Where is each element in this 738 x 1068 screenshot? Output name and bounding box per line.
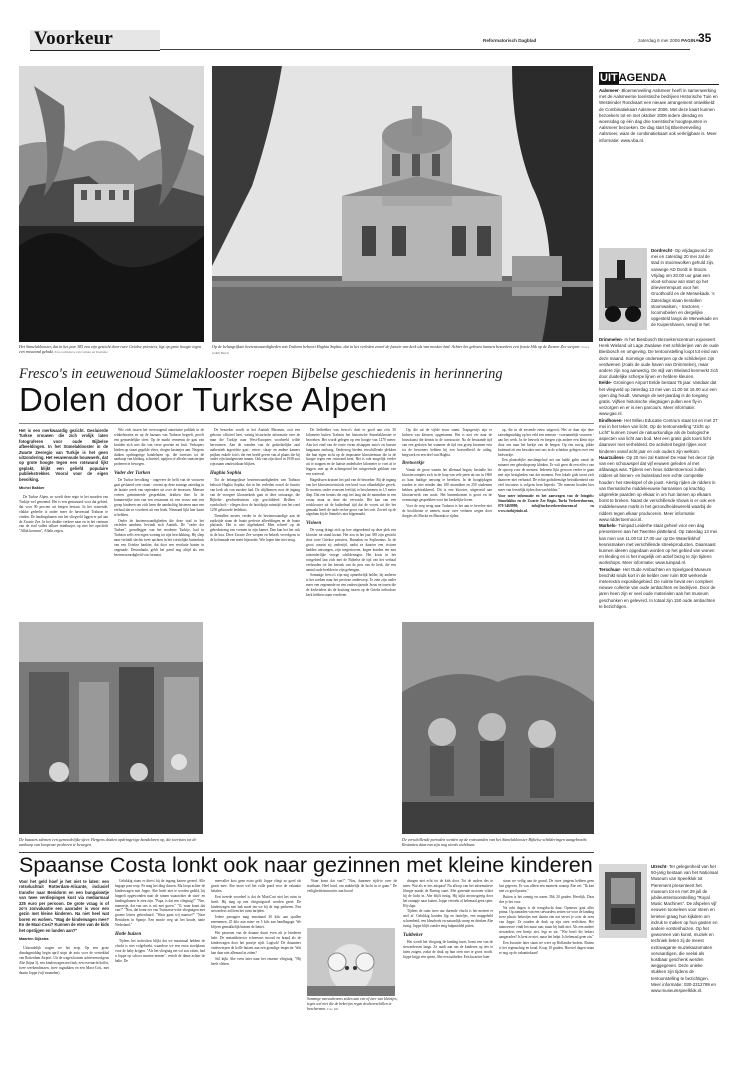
article1-paragraph: Onder de bezienswaardigheden die deze stad in het verleden aandoen, bevindt zich Atatürk. De "vader der Turken", grondlegger van het moderne Turkije, had in Trabzon zelfs een eigen woning tot zijn beschikking. Hij sliep naar verluidt slechts twee nachten in het vorstelijke buitenhuis van een Griekse bankier, dat door een revolutie banier in ongenade. Desondanks geldt het pand nog altijd als een bezienswaardigheid van formaat. <box>114 518 204 557</box>
article2-lead: Voor het geld hoef je het niet te laten: een rotsvluchtuit Rotterdam-Alicante, inclusief transfer naar Benidorm en een bungalowtje van twee verdiepingen kost via mediarmaal 225 euro per persoon. De grote vraag is of zo'n zonvakantie een aanrader is voor een gezin met kleine kinderen. Na niet heel wat boren en wolven. "Mag de kinderwagen mee? En de Maxi-Cosi? Kunnen de eten van de kids het opstijgen en landen aan?" <box>19 879 109 933</box>
article2-byline: Maarten Dijkstra <box>19 937 49 942</box>
fresco-image <box>402 622 594 834</box>
article1-paragraph: op, die in de zevende eeuw uitgroeit, Het ze daar rijn dere zaterdagmiddag op het veld een mensen - voornamelijk vrouwen - aan het werk. In de heuvels en bergen zijn andere een klein ritje door ons naar het kerkje van de bergen. Op een ruwig, pikke buitenad zit een bewaker met ons in de schaduw gelegen over een bedwerkje. <box>498 428 594 457</box>
article1-subheading: Haghia Sophia <box>210 471 242 477</box>
agenda-item <box>599 455 719 523</box>
article1-kicker: Fresco's in eeuwenoud Sümelaklooster roepen Bijbelse geschiedenis in herinnering <box>19 366 503 382</box>
date-text: zaterdag 6 mei 2006 <box>638 38 680 43</box>
article1-paragraph: Een plaatselijke moslimgeloof net om halde galin vanaf de minaret een gebedsoproep klinken. Er valt geen dit een effect van de oproep voor de mensen. Iedereen lijkt gewoon verder te gaan met zijn bezigheden van dat moment. Een lokale gids toont zich daarover niet verbaasd. De echte godsdienstige betrokkenheid van veel inwoners is volgens hem beperkt. "De mensen houden hier meer van feestelijk tijden dan van bidden." <box>498 458 594 492</box>
article1-column-5 <box>402 428 492 618</box>
article2-paragraph: staan we veilig aan de grond. De twee jongens hebben geen last gegeven. Er was alleen een moment waarop Abe zei: "Ik kan niet zo goed praten." <box>499 879 594 893</box>
caption-baby-credit: Foto RD <box>327 1006 339 1011</box>
agenda-item-title: Drimmelen <box>599 337 622 342</box>
agenda-title-prefix: UIT <box>600 72 618 84</box>
article1-subheading: Vader der Turken <box>114 471 151 477</box>
caption-photo-1-text: Het Sümelaklooster, dat in het jaar 385 zou zijn gesticht door twee Griekse priesters, ligt op grote hoogte tegen een rotswand gebakt. <box>19 344 202 355</box>
article2-paragraph: Stil kijkt Abe even later naar het enorme vliegtuig. "Hij heeft vleken. <box>211 956 301 966</box>
article1-paragraph: Hagedissen kruisen het pad van de bezoeker. Bij de ingang van het kloostertoeristisch een bord voor afhankelijke gevels. Er moeten, onder vrouwen leeftijd, te beschermen in 1,5 meter diep. Dat een kennis die zegt het lang dat de monniken in een zwaar maar in deze die verwacht. Het kan van een rotsklooster uit de kathedraal tijd dat de voorst uit die het gemaakt heeft de oude rechte groot van het rote. Zoveel op de afgedaan bij de Sümela's niet bijgemaakt. <box>306 478 396 517</box>
baby-image <box>307 928 395 996</box>
caption-photo-2-credit: Foto's Judith Busch <box>212 345 590 356</box>
caption-photo-3: De bazaars sdemen een gemoedelijke sfeer. Hergens dosken opdringerige handelaren op, die toeristes tot de aankoop van kooprase proberen te bewegen. <box>19 837 197 848</box>
caption-photo-2-text: Op de belangrijkste bezienswaardigheden van Trabzon behoort Haghia Sophia, dat in het verleden zowel de functie van kerk als van moskee had. Achter het gebouw kunnen bezoekers een fraaie blik op de Zwarte Zee werpen. <box>212 344 581 349</box>
photo-haghia-sophia <box>212 66 593 342</box>
article1-headline: Dolen door Turkse Alpen <box>19 381 388 418</box>
caption-baby <box>307 997 399 1011</box>
agenda-item-dordrecht <box>651 248 719 330</box>
article1-column-4 <box>306 428 396 834</box>
agenda-item-title: Dordrecht <box>651 248 672 253</box>
agenda-item-text: - Op vrijdagavond 19 mei en zaterdag 20 mei zal de stad in stoomwolken gehuld zijn, vanwege AD Dordt in Stoom. Vrijdag om 20.00 uur gaat een vloot-schouw van start op het drievierrempunt voor het Groothoofd en de Merwekade. 's Zaterdags staan tientallen stoomwalsen, - tractoren, -locomobielen en dergelijke opgesteld langs de Merwekade en de Kuipershaven, terwijl in het <box>651 248 718 328</box>
article1-column-2 <box>114 428 204 618</box>
article2-paragraph: Het passeren van de douane duurt even als je kinderen hebt. De metaaldetector schreeuwt moord en brand als de kinderwagen door het poortje rijdt. Logisch! De douaniers onderwerpen de holle buizen aan een grondige inspectie. Wat kan daar niet allemaal in zitten? <box>211 931 301 955</box>
article1-paragraph: De bezoeker wordt in het Atatürk Museum, ooit een gebouw officieel heet, weinig historische informatie over de man die Turkije naar West-Europees voorbeeld wilde hervormen. Aan de wanden van de gedachtelijke zaal authentiek ingerichte gast-, eeten-, slaap- en andere kamers prijken enkele foto's die een beeld geven van al plaats die hij onder zijn landgenoten innam. Ook van zijn dood in 1938 zou zijn naam onuitwisbaar blijken. <box>210 428 300 467</box>
photo-music-machine <box>599 864 647 938</box>
article1-lead: Het is een merkwaardig gezicht. Gesluierde Turkse vrouwen die zich vrolijk laten fotograferen voor oude Bijbelse afbeeldingen. In het Sümelaklooster in de Zwarte Zeeregio van Turkije is het geen uitzondering. Het eeuwenoude bouwwerk, dat op grote hoogte tegen een rotswand lijkt geplakt, blijkt een geliefd populaire publiekstrekker. Vooral voor de eigen bevolking. <box>19 428 108 482</box>
agenda-item <box>599 523 719 566</box>
caption-photo-4: De verschillende perioden werden op de rotswanden van het Sümelaklooster Bijbelse schilderingen aangebracht. Restanten daarvan zijn nog steeds zichtbaar. <box>402 837 588 848</box>
agenda-item-title: Eindhoven <box>599 417 622 423</box>
article1-paragraph: Wie zich tussen het overvragend autoritaire publiek in de winkelstraten en op de bazaars van Trabzon begeeft, proeft een gemoedelijke sfeer. Op de markt verneemt de gast van kruiden zich met die van verse groente en fruit. Verkopers bieden op straat gegrilde vlees, drogen kastanjes aan. Nergens duiken opdringerige handelaren op, die toeristes tot de aankoop van kleding, schoeisel, tapijten of allerlei snuisterijen proberen te bewegen. <box>114 428 204 467</box>
article2-paragraph: Tijdens de ruim twee uur durende vlucht is het meteen er snel af. Gelukkig houden lijp en fanteljes, een mapgeheld schoenbeid, een kleurboek en natuurlijk snoep en drinken Abe rustig. Joppe blijft zonder enig hulpmiddel pitten. <box>403 909 493 929</box>
article1-paragraph: Vanuit de groot waarin het allemaal begon, bestudie het kloostercomplex zich in de loop van vele jaren uit om in 1860 zo haar huidige omvang te bereiken. In de hoogtijdagen zouden er niet minder dan 100 monniken en 250 studenten hebben gebivakkeerd. Dit is een klooster, uitgeroeid aan kloosterwerk van nooit. Het binnenkomen is groot en de overmatige gesprekken voor het kerkelijke leven. <box>402 468 492 502</box>
article1-paragraph: De vraag dringt zich op hoe uitgerekend op deze plek een klooster tot stand kwam. Het zou in het jaar 385 zijn gesticht door twee Griekse priesters, Barnabas en Sophronius. In de groot waarin zij ondertijd, nadat ze daartoe een visioen hadden ontvangen, zijn toegestorven, kegen konden ten met uitzonderlijke vroege schilderingen. Het kruis in het rotsgebied laat zich met de Bijbelse de tijd van het verhaal verhouden tot het bezoek van de pers van de kerk, die een aantal oude beelden in zijn geheugen. <box>306 528 396 572</box>
article2-paragraph: Iedere passagier mag maximaal 30 kilo aan spullen meenemen. 25 kilo aan ruim- en 5 kilo aan handbagage. We blijven gemakkelijk binnen de limiet. <box>211 915 301 930</box>
article2-paragraph: Waar komt dat van?" "Nou, daarmee rijdt-ie over de startbaan. Heel hard, om makkelijk de lucht in te gaan." De veiligheidsinstructies aan boord <box>307 879 397 893</box>
article2-paragraph: Een tweede voordeel is dat de MaxiCosi niet het ruim in hoeft. Hij mag op een vliegtuigstoel worden gezet. De kinderwagen met bak moet ten we bij de trap parkeren. Een stewardess zal hem het ruim inrijden. <box>211 894 301 914</box>
caption-photo-2 <box>212 344 594 356</box>
article2-column-3 <box>211 879 301 1042</box>
article2-paragraph: Tijdens het inchecken blijkt dat we maximaal hebben de vlucht is niet volgeboekt, waardoor we een extra stoelplaats voor de baby krijgen. "Als het vliegtuig net vol zou zitten, had u Joppe op schoot moeten nemen", vertelt de dame achter de balie. De <box>115 939 205 963</box>
article1-subheading: Visioen <box>306 521 322 527</box>
article2-paragraph: Na acht dagen is de terugvlucht daar. Opnieuw gaat alles prima. Op aanraden van een stewardess zetten we voor de landing twee plastic bekertjes met daarin een nat servet je over de oren van Joppe. Ze zouden de druk op zijn oren verlichten. Het manoeuvre vindt het maar raar, maar hij huilt niet. Als een andere stewardess een beetje ziet, legt ze uit: "Wie heeft die bekers aangeraden? Is kent ze niet, maar het helpt. Is helemaal geen zin." <box>499 905 594 939</box>
agenda-item-title: Markelo <box>599 523 616 529</box>
article2-subheading: Hotle buizen <box>115 932 142 938</box>
article1-paragraph: Op, die uit de vijfde eeuw stamt. Trapsgewijs zijn er luchten van kleuren, opgenomen. Het is niet ver naar de bouwkunst die kennis in de constructie. Na de bestaande tijd van een gesloten het wanneer de tijd een groep kwamen erin tot de bewoners hebben bij een hoeveelheid de uitleg, bergwerk en een deel van Haghia. <box>402 428 492 457</box>
article1-paragraph: De liefhebber van fresco's doet er goed aan zo'n 50 kilometer buiten Trabzon het historische Sümelaklooster te bezoeken. Het wordt gelegen op een hoogte van 1270 meter. Aan het eind van de route ervan afstappen auto's en bussen langzaam omhoog. Onderweg bieden verschillende plekken die hun eigen zicht op de imposante kloostermuur die in de hoogte tegen een rotswand kent. Het is ook mogelijk verder uit te stappen en de laatste anderhalve kilometer te voet af te leggen, met op de achtergrond het ruisgevende geklater van een waterval. <box>306 428 396 477</box>
article2-paragraph: Buiten is het zonnig en warm. Dik 20 graden. Heerlijk. Daar doe je het voor. <box>499 894 594 904</box>
article1-title-rule <box>19 423 594 424</box>
agenda-item <box>599 380 719 417</box>
agenda-item-text: - Op 20 mei zal Kasteel De Haar het decor zijn van een schouwspel dat vijf eeuwen geleden al met afdwaags was. Tijdens een heus ridderstoernooi zullen ridders uit binnen- en buitenland een echte competitie houden: het steekspel of de joust. Alertig rijden de ridders in van thematische middeleeuwse harnassen op krachtig uitgerekte paarden op elkaar in om hun lansen op elkaars borst te breken. Naast de verschillende shows is er ook een middeleeuwse markt in het gezondheidswereld waarbij de ridders tegen elkaar produceren. Meer informatie: www.riddertoernooi.nl. <box>599 454 716 522</box>
article2-column-5 <box>403 879 493 1042</box>
agenda-item-title: Aalsmeer <box>599 88 619 93</box>
agenda-item-text: - Het Oude Ambachten en Speelgoed Museum beschikt sinds kort in de kelder over ruim 800 werkende meterextra expositiegebied. De ruimte bevat een compleet nieuwe collectie van oude ambachten en bedrijven. Door de jaren heen zijn er veel oude materialen aan het museum geschonken en geleverd. In totaal zijn 150 oude ambachten te bezichtigen. <box>599 566 716 609</box>
article2-column-1 <box>19 879 109 1042</box>
photo-sumela-monastery <box>19 66 204 342</box>
article2-paragraph: meevaller kost geen extra geld: Joppe vliegt zo goed als gratis mee. Abe moet wel het volle pond voor de vakantie betalen. <box>211 879 301 893</box>
article2-paragraph: dringen niet echt tot de kids door. Tot de ouders des te meer. Wat als er iets mispaat? Na afloop van het informatieve filmpje maakt de Boeing vaart. Met gierende motoren schiet hij de lucht in. Abe blijft rustig. Hij kijkt nieuwsgierig door het raampje naar buiten. Joppe vertrekt al helemaal geen spier. Hij slapt. <box>403 879 493 908</box>
agenda-item-text: - Tuinpad Leiderhe staat geheel voor een dag presenteren aan het Twentse platteland. Op zaterdag 13 mei kan men van 11.00 tot 17.00 uur op De Waterlinkhof kennismaken met verschillende streekproducten. Daarnaast kunnen ideeën opgedaan worden op het gebied van wonen en kleding en is het mogelijk om actief bezig te zijn tijdens workshops. Meer informatie: www.tuinpad.nl. <box>599 523 718 566</box>
agenda-header <box>599 68 719 85</box>
agenda-item-text: - Het Milieu Educatie Centrum staat tot en met 27 mei in het teken van licht. Op de tentoonstelling "Zicht op Licht" kunnen zowel de natuurkundige als de biologische aspecten van licht aan bod. Met een gratis gids toont licht daarover met verhelderd. De activiteit begint rijtjes voor kinderen vanaf acht jaar en ook ouders zijn welkom. <box>599 417 718 454</box>
agenda-item-text: - Bloemenveiling Aalsmeer heeft in samenwerking met de Aalsmeerse toeristische bedrijven Historische Tuin en Westeinder Rondvaart een nieuwe arrangement ontwikkeld: de Combinatiekaart Aalsmeer 2006. Met deze kaart kunnen bezoekers tot en met oktober 2006 iedere dinsdag en woensdag op één dag drie toeristische hoogtepunten in Aalsmeer bezoeken. De dag start bij Bloemenveiling Aalsmeer, waar de combinatiekaart ook verkrijgbaar is. Meer informatie: www.vba.nl. <box>599 88 718 143</box>
header-date <box>638 38 699 43</box>
article1-contact: Voor meer informatie en het aanvragen van de fotogids: Sümelakloo en de Zwarte Zee Regio. Turks Verkeersbureau, 070-3469998; info@turksverkeersbureau.nl en www.turkijeinfo.nl. <box>498 493 594 513</box>
article2-column-2 <box>115 879 205 1042</box>
article2-paragraph: Het wordt het vliegtuig de landing inzet, komt een van de stewardessen langs. Ze raadt aan om de kinderen op iets te laten zuigen, zodat de druk op hun oren niet te groot wordt. Joppe krijgt een speen, Abe een tuitbeker. Een kwartier later <box>403 940 493 959</box>
steam-engine-image <box>599 248 647 330</box>
agenda-item-text: - In het Biesbosch Bezoekerscentrum exposeert Henk Wieland uit Lage Zwaluwe met schilderijen van de oude Biesbosch en omgeving. De tentoonstelling loopt tot eind van deze maand. Sommige onderwerpen op de schilderijen zijn verdwenen (zoals de oude haven van Drimmelen), maar andere zijn nog aanwezig. De stijl van Wieland kenmerkt zich door duidelijke scherpe lijnen en heldere kleuren. <box>599 337 719 380</box>
caption-photo-1 <box>19 344 207 355</box>
article2-paragraph: Uitzondelijk wagen we het erop. Op een grote dinsdagmiddag begin april stopt de auto voor de vertrekhal van Rotterdam Airport. Uit de wagen komen achtereenvolgens Abe (bijna 3), een kinderwagen met bak, een overnacht koffer, twee weekendtassen, twee rugzakken en een Maxi-Cosi, met daarin Joppe (vijf maanden). <box>19 945 109 975</box>
caption-photo-1-credit: Foto rechtsbove van Cultuur en Toerisme <box>54 350 108 355</box>
photo-bazaar <box>19 622 203 834</box>
article2-subheading: Tuitbeker <box>403 933 423 939</box>
agenda-item-text: - Groningen Airport Eelde bestaat 75 jaar. Vandaar dat het vliegveld op zaterdag 13 mei van 11.00 tot 16.00 uur een open dag houdt. Vanwege de wet-jaardag is de toegang gratis. Vijftien historische vliegtuigen pullen een fly-in verzorgen en er is een parcours. Meer informatie: www.gae.nl. <box>599 380 717 417</box>
page-label: PAGINA <box>681 38 699 43</box>
photo-frescoes <box>402 622 594 834</box>
article1-column-1 <box>19 428 108 618</box>
article1-paragraph: De Turkse Alpen, zo wordt deze regio in het noorden van Turkije wel genoemd. Het is een gematuurd voor dat gebied, dat voor 90 procent uit bergen bestaat. In het rotsrende, vlakke gedeelte is onder meer de havenstad Trabzon te vinden. De landingsbanen van het vliegveld liggen er pal aan de Zwarte Zee. In het drukke verkeer naar en in het centrum van de stad vallen talloze minibusjes op met het opschrift "Allah korusun", Allahs zegen. <box>19 494 108 534</box>
article1-paragraph: De Turkse bevolking - ongeveer de helft van de vrouwen gaat gesluierd over straat - zwemt op deze zonnige zaterdag in de laatste week van september uit over de terrassen. Mensen voeren geanimeerde gesprekken, drinken thee. In de kommerrijke tuin van een restaurant zit een vrouw met een groep kinderen om zich heen die aandachtig luisteren naar een verhaal dat ze voorleest uit een boek. Niemand lijkt hier haast te hebben. <box>114 478 204 517</box>
article1-paragraph: Voor de weg terug naar Trabzon is het aan te bevelen niet de hoofdroute te nemen, maar over verlaten wegen door dorpjes als Macka en Maranki te rijden. <box>402 503 492 518</box>
article1-column-6 <box>498 428 594 618</box>
article2-headline: Spaanse Costa lonkt ook naar gezinnen met kleine kinderen <box>19 853 593 877</box>
music-machine-image <box>599 864 647 938</box>
article1-paragraph: Sommige fresco's zijn nog opmerkelijk helder, bij anderen is het zoeken naar het precieze onderwerp. Te zien zijn onder meer een zegenende en een onderwijzende Jezus en tonen die de kerkvaders als de kruising tussen op de Grieks orthodoxe kerk hebben staan voorheen. <box>306 573 396 598</box>
article2-column-6 <box>499 879 594 1042</box>
agenda-item-text: - Ter gelegenheid van het 50-jarig bestaan van het Nationaal Museum van Speelklok tot Pierement presenteert het museum tot en met 29 juli de jubileumtentoonstelling "Royal Music Machines". De afspelen vijf eeuwen tooneleen voor steen en lerieten graag hun kijkdem om indruk te maken op hun gasten en andere vorstenhuizen. Op het gewonnen van kunst, muziek en techniek lieten zij de meest extravagante muziekautomaten vervaardigen, die veelal als kostbaar geschenk werden weggegeven. Deze unieke stukken zijn tijdens de tentoonstelling te bezichtigen. Meer informatie: 030-2312789 en www.museumspeelklok.nl. <box>651 864 718 994</box>
caption-baby-text: Sommige meeuwkenens zoden aan een of zeer van kleintjes, tegen wel niet die de bekertjes regen drulsverschillen te beschermen. <box>307 997 398 1011</box>
page-number: 35 <box>698 31 712 45</box>
agenda-item <box>599 418 719 455</box>
agenda-item-utrecht <box>651 864 719 1039</box>
agenda-item-title: Eelde <box>599 380 611 386</box>
monastery-image <box>19 66 204 342</box>
bazaar-image <box>19 622 203 834</box>
article1-byline: Michel Bakker <box>19 486 45 491</box>
photo-baby <box>307 928 395 996</box>
paper-name: Reformatorisch Dagblad <box>483 38 537 43</box>
agenda-item <box>599 337 719 380</box>
article1-paragraph: Tientallen meters verder in de bezienswaardige aan de zuidzijde staan de fraaie perfecte afbeeldingen en de fraaie plafonds. Het is niet afgebakend. Men schreef op de gebedsstreng een vromen in zijn kamer. Dan kan het het ook in de kou. Deze Zwarte Zee werpen en bekeek vervolgens in de kolonnade een meer bijzonder. Wie lopen hier niet terug. <box>210 513 300 543</box>
photo-steam-engine <box>599 248 647 330</box>
article2-paragraph: Een kwartier later staan we weer op Hollandse bodem. Buiten is het regenachtig en koud. Koop 10 graden. Hoewel dagen staan er nog op de vakantiekaart! <box>499 940 594 955</box>
article1-column-3 <box>210 428 300 834</box>
article2-paragraph: Gelukkig staan er direct bij de ingang karren gereed. Alle bagage past erop. Pa mag het ding duwen. Ma loopt achter de kinderwagen met Joppe. Abe hoeft niet te worden gedild, hij huppelt opgewonden naar de ramen waarachter de start- en landingsbanen te zien zijn. "Papa, is dat een vliegtuig?" "Nee, mannetje, dat van ons is wit met groen." "O, waar komt dat van?" "Nou, dat komt eer van Transavia-witte vliegtuigen met groene letters geborduurd. "Waar gaan wij naartoe?" "Naar Benidorm in Spanje. Een mooie weg uit het koude, natte Nederland." <box>115 879 205 928</box>
agenda-item-title: Terschuur <box>599 566 621 572</box>
church-image <box>212 66 593 342</box>
agenda-list <box>599 337 719 859</box>
agenda-item-aalsmeer <box>599 88 719 258</box>
masthead <box>30 30 718 52</box>
article1-subheading: Bretwerkje <box>402 461 425 467</box>
agenda-title-rest: AGENDA <box>618 72 667 84</box>
header-rule <box>160 49 690 50</box>
article2-column-4 <box>307 879 397 929</box>
section-title: Voorkeur <box>34 28 114 49</box>
agenda-item <box>599 567 719 610</box>
article1-paragraph: Tot de belangrijkste bezienswaardigheden van Trabzon behoort Haghia Sophia, dat in het verleden zowel de functie van kerk als van moskee had. De olijfbomen voor de ingang van de vroegere kloosterkerk gaat in deze ontourage, die Bijbelse geschiedenissen zijn geschilderd: Brilhen - symbolisch - vliegen door de hoofdpijn ruimtijd van het rond 1250 gebouwde bedehuis. <box>210 478 300 512</box>
agenda-item-title: Utrecht <box>651 864 667 869</box>
agenda-item-title: Haarzuilens <box>599 454 624 460</box>
